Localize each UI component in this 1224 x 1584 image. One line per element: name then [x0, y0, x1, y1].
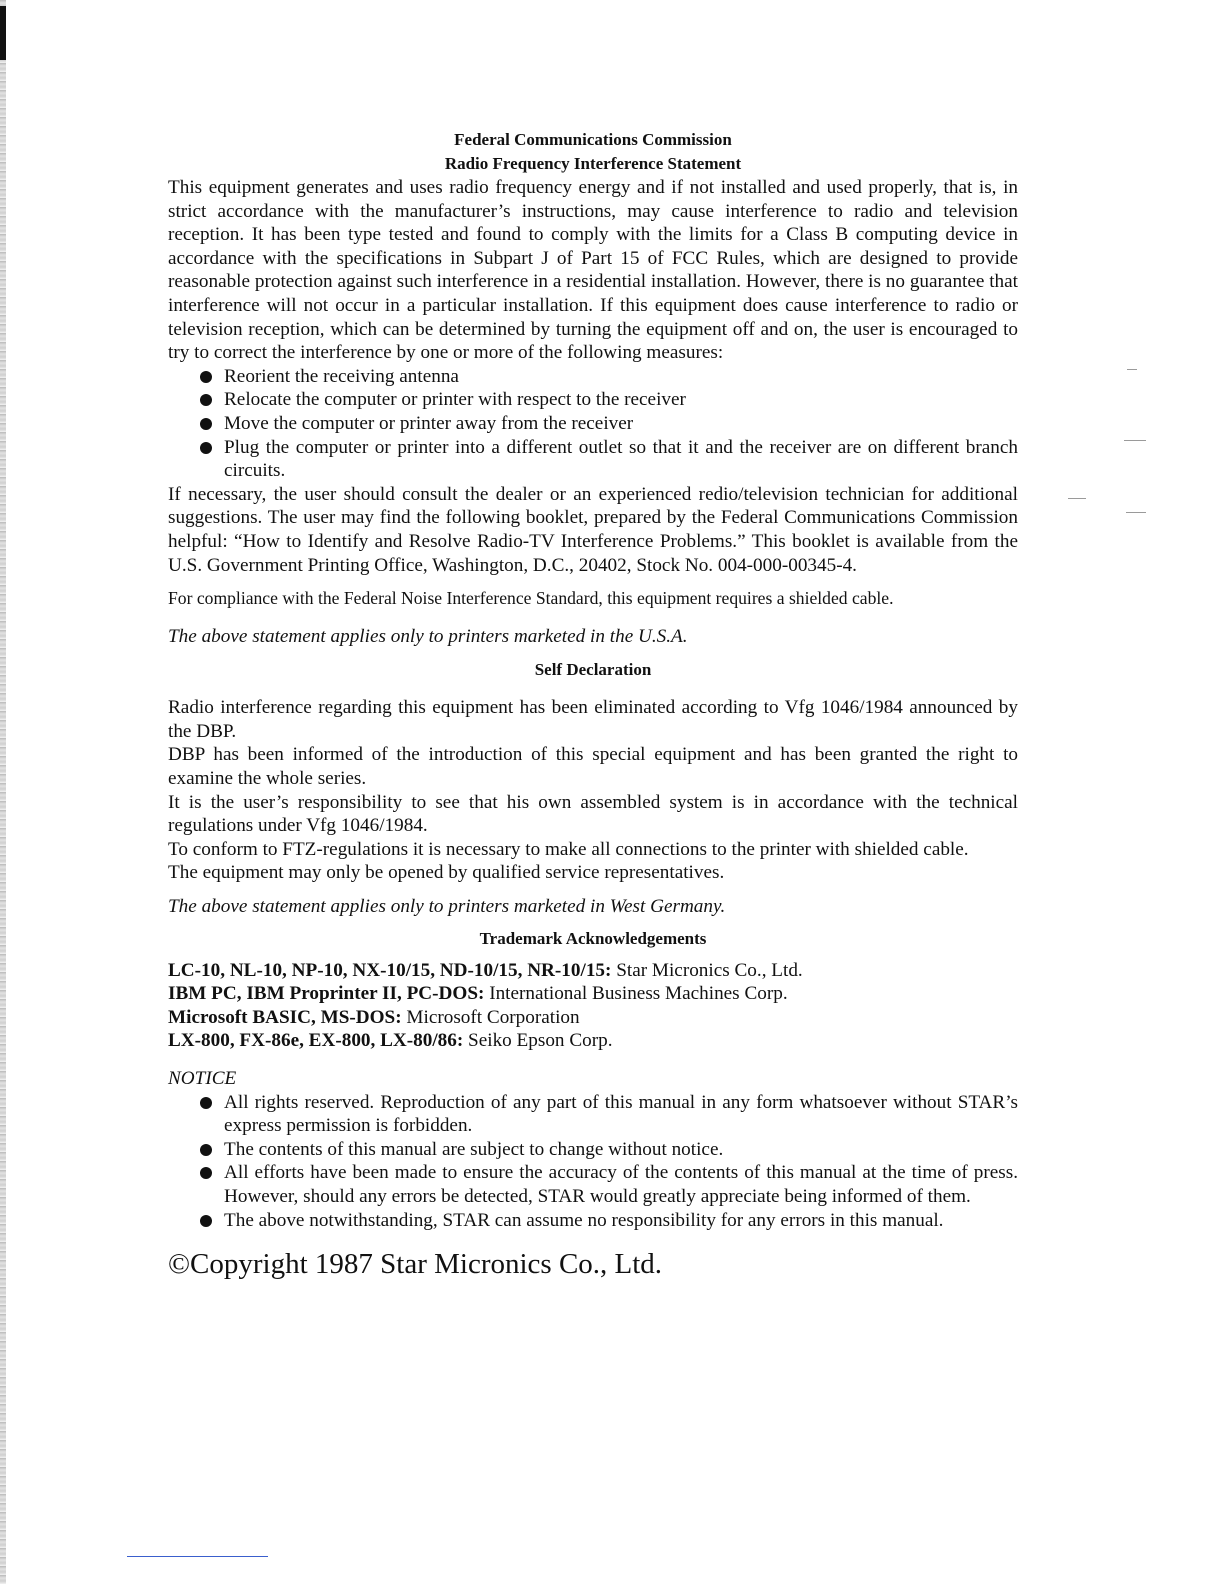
self-declaration-title: Self Declaration [534, 660, 652, 680]
notice-title: NOTICE [168, 1068, 237, 1089]
list-item: The above notwithstanding, STAR can assume no responsibility for any errors in this manual. [224, 1209, 1018, 1233]
fcc-applies: The above statement applies only to printers marketed in the U.S.A. [168, 625, 688, 647]
scan-edge [0, 0, 6, 1584]
fcc-title [168, 128, 1018, 176]
bullet-icon [200, 1097, 212, 1109]
bullet-icon [200, 394, 212, 406]
bullet-icon [200, 418, 212, 430]
list-item: All rights reserved. Reproduction of any part of this manual in any form whatsoever without STAR’s express permission is forbidden. [224, 1091, 1018, 1138]
trademarks-list [168, 959, 1018, 1053]
trademark-line: LX-800, FX-86e, EX-800, LX-80/86: Seiko Epson Corp. [168, 1030, 613, 1052]
trademark-line: LC-10, NL-10, NP-10, NX-10/15, ND-10/15, NR-10/15: Star Micronics Co., Ltd. [168, 959, 803, 981]
bullet-icon [200, 371, 212, 383]
bullet-icon [200, 442, 212, 454]
self-declaration-paragraph: To conform to FTZ-regulations it is necessary to make all connections to the printer with shielded cable. [168, 838, 969, 860]
self-declaration-paragraph: It is the user’s responsibility to see that his own assembled system is in accordance with the technical regulations under Vfg 1046/1984. [168, 791, 1018, 837]
fcc-title-line2: Radio Frequency Interference Statement [444, 154, 742, 173]
self-declaration-paragraph: The equipment may only be opened by qualified service representatives. [168, 862, 725, 884]
copyright-notice: ©Copyright 1987 Star Micronics Co., Ltd. [168, 1248, 663, 1281]
list-item: Plug the computer or printer into a different outlet so that it and the receiver are on different branch circuits. [224, 436, 1018, 483]
list-item: Reorient the receiving antenna [224, 365, 1018, 389]
margin-tick [1124, 440, 1146, 441]
trademark-line: IBM PC, IBM Proprinter II, PC-DOS: International Business Machines Corp. [168, 983, 788, 1005]
self-declaration-paragraph: DBP has been informed of the introduction of this special equipment and has been granted the right to examine the whole series. [168, 744, 1018, 790]
margin-tick [1068, 498, 1086, 499]
margin-tick [1127, 369, 1137, 370]
bullet-icon [200, 1215, 212, 1227]
footer-rule [127, 1556, 268, 1557]
fcc-consult: If necessary, the user should consult the dealer or an experienced redio/television technician for additional suggestions. The user may find the following booklet, prepared by the Federal Communications Commission helpful: “How to Identify and Resolve Radio-TV Interference Problems.” This booklet is available from the U.S. Government Printing Office, Washington, D.C., 20402, Stock No. 004-000-00345-4. [168, 483, 1018, 576]
bullet-icon [200, 1167, 212, 1179]
document-page [168, 128, 1018, 1282]
self-declaration-applies: The above statement applies only to printers marketed in West Germany. [168, 896, 726, 918]
margin-tick [1126, 512, 1146, 513]
scan-mark [0, 6, 6, 60]
trademark-line: Microsoft BASIC, MS-DOS: Microsoft Corporation [168, 1006, 580, 1028]
list-item: Move the computer or printer away from the receiver [224, 412, 1018, 436]
list-item: All efforts have been made to ensure the accuracy of the contents of this manual at the time of press. However, should any errors be detected, STAR would greatly appreciate being informed of them. [224, 1161, 1018, 1208]
self-declaration-paragraph: Radio interference regarding this equipment has been eliminated according to Vfg 1046/1984 announced by the DBP. [168, 697, 1018, 742]
notice-list [168, 1091, 1018, 1233]
bullet-icon [200, 1144, 212, 1156]
list-item: Relocate the computer or printer with respect to the receiver [224, 388, 1018, 412]
fcc-title-line1: Federal Communications Commission [454, 130, 732, 149]
list-item: The contents of this manual are subject to change without notice. [224, 1138, 1018, 1162]
fcc-body: This equipment generates and uses radio frequency energy and if not installed and used properly, that is, in strict accordance with the manufacturer’s instructions, may cause interference to radio and television reception. It has been type tested and found to comply with the limits for a Class B computing device in accordance with the specifications in Subpart J of Part 15 of FCC Rules, which are designed to provide reasonable protection against such interference in a residential installation. However, there is no guarantee that interference will not occur in a particular installation. If this equipment does cause interference to radio or television reception, which can be determined by turning the equipment off and on, the user is encouraged to try to correct the interference by one or more of the following measures: [168, 177, 1018, 364]
trademarks-title: Trademark Acknowledgements [479, 928, 707, 948]
fcc-compliance: For compliance with the Federal Noise Interference Standard, this equipment requires a shielded cable. [168, 588, 894, 609]
self-declaration-body [168, 696, 1018, 885]
fcc-measures-list [168, 365, 1018, 483]
